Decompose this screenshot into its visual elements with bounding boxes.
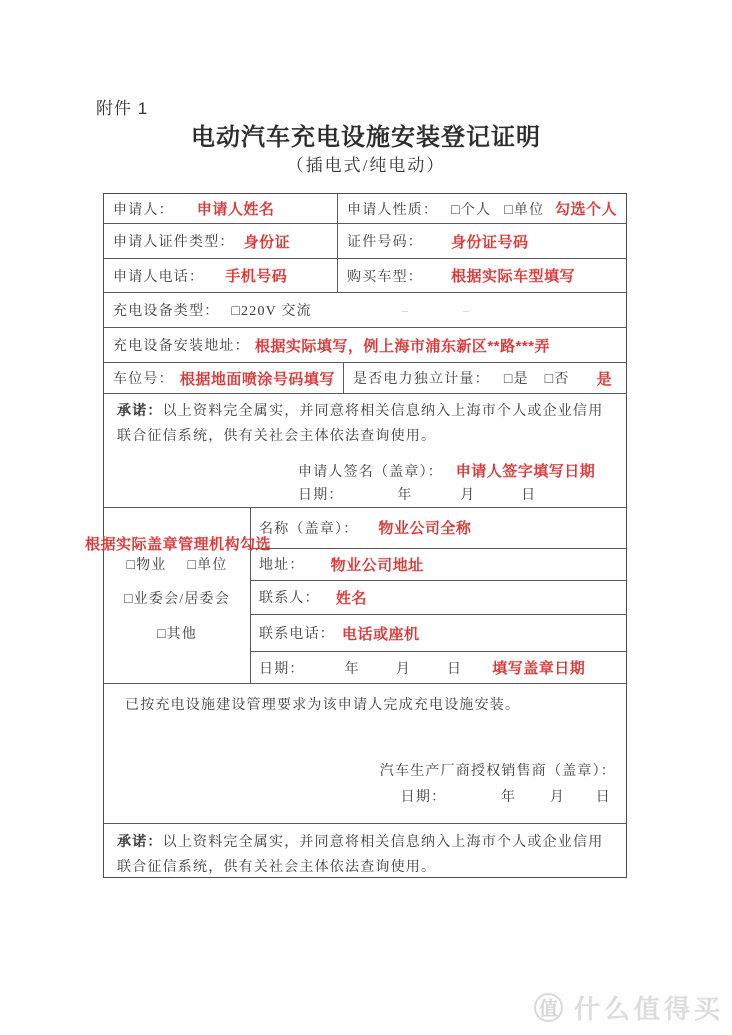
installer-date-line bbox=[104, 786, 626, 806]
meter-label: 是否电力独立计量： bbox=[353, 372, 490, 387]
date-label: 日期： bbox=[298, 488, 344, 503]
cell-device-type bbox=[104, 293, 626, 327]
org-date-day: 日 bbox=[447, 661, 463, 677]
sign-label: 申请人签名（盖章）： bbox=[298, 465, 443, 480]
row-parking-meter bbox=[104, 363, 626, 394]
attachment-label: 附件 1 bbox=[96, 99, 149, 118]
credential-number-label: 证件号码： bbox=[347, 235, 423, 250]
cell-org-details bbox=[251, 508, 626, 683]
row-installer bbox=[104, 684, 626, 824]
applicant-phone-value: 手机号码 bbox=[225, 268, 288, 285]
applicant-label: 申请人： bbox=[113, 202, 174, 218]
org-name-value: 物业公司全称 bbox=[378, 520, 472, 538]
org-phone-value: 电话或座机 bbox=[342, 625, 420, 643]
org-name-label: 名称（盖章）： bbox=[259, 521, 359, 537]
org-date-label: 日期： bbox=[259, 661, 305, 677]
page-subtitle: （插电式/纯电动） bbox=[286, 156, 446, 175]
checkbox-org-unit: □单位 bbox=[187, 558, 228, 573]
promise-text: 以上资料完全属实，并同意将相关信息纳入上海市个人或企业信用联合征信系统，供有关社会主体依法查询使用。 bbox=[117, 404, 604, 444]
installer-date-day: 日 bbox=[595, 790, 611, 805]
promise-label: 承诺： bbox=[117, 404, 163, 419]
cell-applicant-nature bbox=[338, 194, 626, 223]
org-contact-value: 姓名 bbox=[335, 589, 367, 607]
sign-note: 申请人签字填写日期 bbox=[455, 463, 596, 480]
applicant-nature-note: 勾选个人 bbox=[554, 201, 617, 218]
cell-parking-number bbox=[104, 363, 344, 393]
installer-spacer bbox=[104, 714, 626, 760]
applicant-phone-label: 申请人电话： bbox=[113, 269, 205, 285]
cell-credential-number bbox=[338, 224, 626, 258]
checkbox-220v-ac: □220V 交流 bbox=[231, 304, 312, 319]
checkbox-owners-committee: □业委会/居委会 bbox=[124, 592, 230, 607]
org-phone-label: 联系电话： bbox=[259, 627, 335, 643]
org-stamp-annotation: 根据实际盖章管理机构勾选 bbox=[85, 536, 272, 553]
cell-credential-type bbox=[104, 224, 338, 258]
org-name-row bbox=[251, 508, 626, 549]
faint-mark: – bbox=[401, 302, 408, 317]
checkbox-yes: □是 bbox=[503, 372, 529, 387]
checkbox-property-mgmt: □物业 bbox=[126, 558, 167, 573]
org-date-month: 月 bbox=[395, 661, 412, 677]
installer-date-year: 年 bbox=[500, 790, 517, 805]
promise2-text: 以上资料完全属实，并同意将相关信息纳入上海市个人或企业信用联合征信系统，供有关社会主体依法查询使用。 bbox=[117, 835, 604, 875]
row-device-type bbox=[104, 293, 626, 328]
smzdm-logo-icon: 值 bbox=[534, 993, 563, 1022]
cell-car-model bbox=[338, 259, 626, 292]
cell-install-address bbox=[104, 328, 626, 362]
row-applicant bbox=[104, 194, 626, 224]
credential-type-label: 申请人证件类型： bbox=[113, 235, 235, 250]
org-checkbox-line-3 bbox=[157, 623, 197, 643]
car-model-value: 根据实际车型填写 bbox=[451, 268, 576, 285]
org-phone-row bbox=[251, 615, 626, 652]
registration-form-table bbox=[85, 193, 627, 878]
promise2-label: 承诺： bbox=[117, 835, 163, 850]
cell-applicant-phone bbox=[104, 259, 338, 292]
org-address-label: 地址： bbox=[259, 558, 305, 574]
org-address-row bbox=[251, 549, 626, 581]
credential-type-value: 身份证 bbox=[243, 233, 291, 251]
row-promise-signature bbox=[104, 394, 626, 508]
org-date-year: 年 bbox=[344, 661, 360, 677]
cell-applicant-name bbox=[104, 194, 338, 223]
org-contact-row bbox=[251, 581, 626, 616]
org-date-note: 填写盖章日期 bbox=[492, 660, 586, 678]
checkbox-unit: □单位 bbox=[504, 202, 545, 218]
applicant-signature-line bbox=[117, 460, 613, 481]
faint-mark: – bbox=[462, 302, 469, 317]
meter-note: 是 bbox=[596, 370, 613, 388]
parking-number-value: 根据地面喷涂号码填写 bbox=[179, 370, 335, 388]
page-title: 电动汽车充电设施安装登记证明 bbox=[191, 124, 541, 151]
row-credential bbox=[104, 224, 626, 259]
applicant-date-line bbox=[117, 484, 613, 504]
row-install-address bbox=[104, 328, 626, 363]
checkbox-other: □其他 bbox=[156, 627, 198, 642]
watermark-text: 什么值得买 bbox=[573, 994, 724, 1024]
installer-statement: 已按充电设施建设管理要求为该申请人完成充电设施安装。 bbox=[125, 698, 521, 713]
install-address-value: 根据实际填写，例上海市浦东新区**路***弄 bbox=[254, 337, 551, 355]
install-address-label: 充电设备安装地址： bbox=[113, 339, 250, 354]
row-promise-2 bbox=[104, 824, 626, 877]
credential-number-value: 身份证号码 bbox=[451, 233, 529, 251]
installer-seal-line: 汽车生产厂商授权销售商（盖章）： bbox=[379, 764, 616, 779]
date-day: 日 bbox=[521, 488, 537, 503]
applicant-value: 申请人姓名 bbox=[196, 201, 275, 218]
installer-date-month: 月 bbox=[549, 790, 566, 805]
applicant-nature-label: 申请人性质： bbox=[347, 202, 439, 218]
checkbox-personal: □个人 bbox=[451, 202, 492, 218]
org-checkbox-line-1 bbox=[126, 554, 227, 574]
site-watermark bbox=[534, 989, 724, 1026]
device-type-label: 充电设备类型： bbox=[113, 304, 220, 319]
org-address-value: 物业公司地址 bbox=[330, 556, 424, 574]
date-year: 年 bbox=[397, 488, 413, 503]
parking-number-label: 车位号： bbox=[113, 372, 174, 387]
promise-paragraph bbox=[117, 399, 613, 449]
checkbox-no: □否 bbox=[544, 372, 570, 387]
installer-date-label: 日期： bbox=[400, 790, 447, 805]
row-phone-car bbox=[104, 259, 626, 293]
date-month: 月 bbox=[460, 488, 476, 503]
cell-independent-meter bbox=[344, 363, 626, 393]
org-contact-label: 联系人： bbox=[259, 591, 320, 607]
org-checkbox-line-2 bbox=[124, 588, 230, 608]
car-model-label: 购买车型： bbox=[347, 269, 423, 285]
org-date-row bbox=[251, 652, 626, 683]
